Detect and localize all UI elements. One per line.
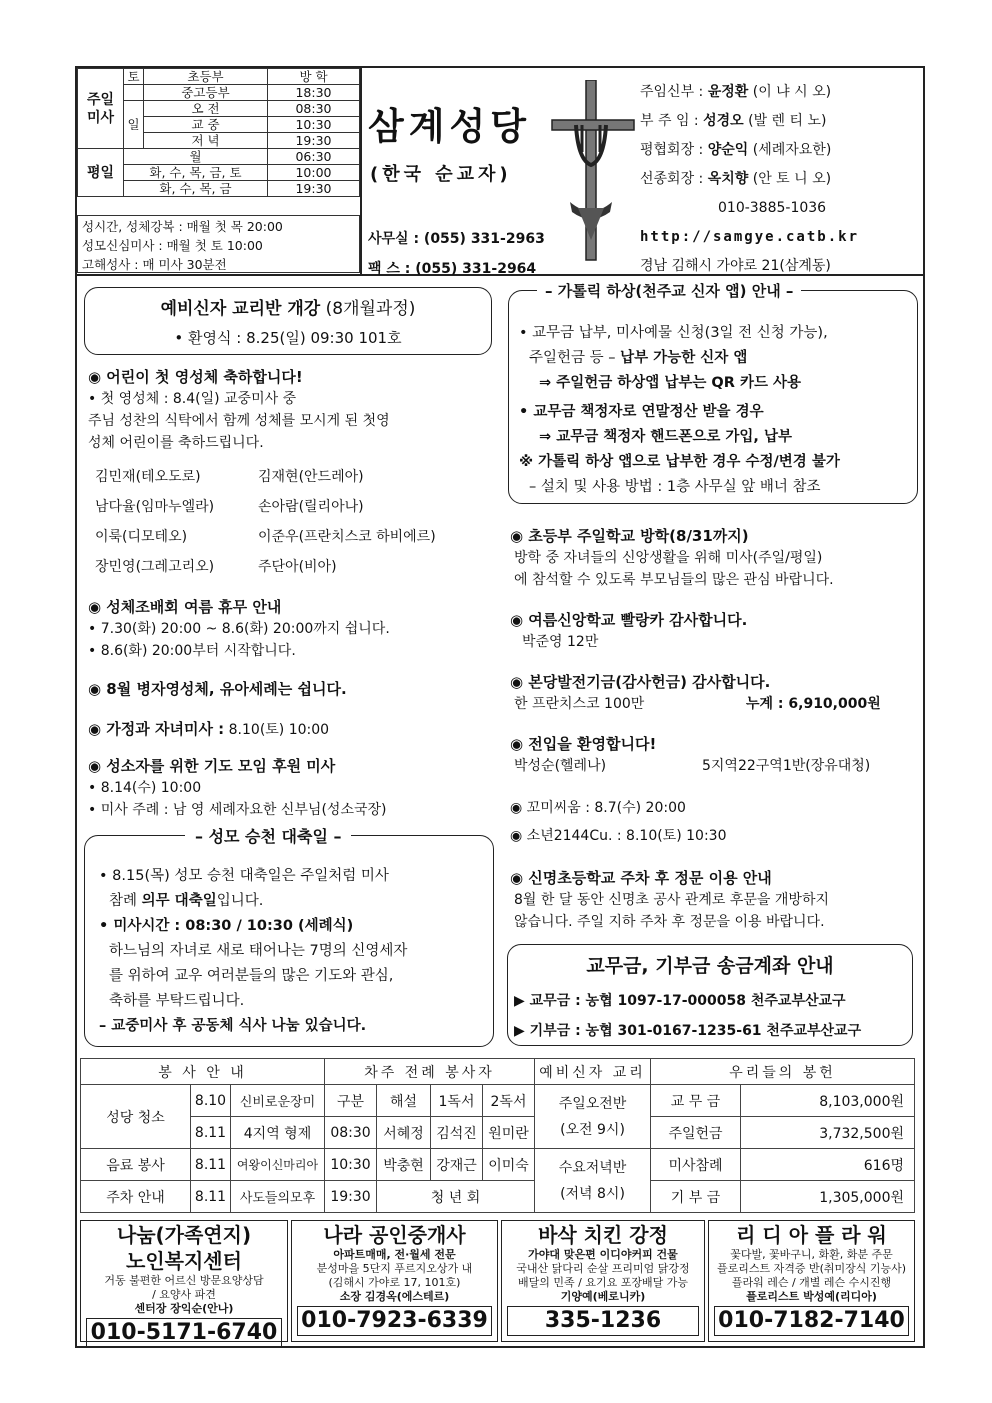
- line: • 미사시간 : 08:30 / 10:30 (세례식): [99, 918, 354, 934]
- vocation-section: [88, 755, 498, 821]
- line: 8월 한 달 동안 신명초 공사 관계로 후문을 개방하지: [514, 892, 829, 908]
- ad-line: 센터장 장익순(안나): [134, 1302, 234, 1315]
- child-name: 장민영(그레고리오): [95, 559, 215, 575]
- cell: 1독서: [431, 1085, 483, 1117]
- sunday-school-section: [510, 525, 920, 591]
- staff-baptism: (발 렌 티 노): [748, 113, 827, 129]
- line: 한 프란치스코 100만: [514, 696, 645, 712]
- staff-name: 옥치향: [707, 171, 749, 187]
- welcome-section: [510, 733, 910, 777]
- ad-phone: 010-5171-6740: [86, 1318, 282, 1348]
- cell: 구분: [325, 1085, 377, 1117]
- website-link[interactable]: http://samgye.catb.kr: [640, 229, 860, 245]
- assumption-box: [84, 827, 494, 1047]
- table-header: 차주 전례 봉사자: [325, 1059, 535, 1085]
- divider: [360, 68, 362, 274]
- section-title: ◉ 여름신앙학교 빨랑카 감사합니다.: [510, 611, 748, 629]
- box-title: – 가톨릭 하상(천주교 신자 앱) 안내 –: [537, 280, 801, 301]
- staff-name: 윤정환: [707, 84, 749, 100]
- section-title: ◉ 성소자를 위한 기도 모임 후원 미사: [88, 757, 336, 775]
- cell: 10:30: [268, 117, 360, 133]
- ad-title: 나라 공인중개사: [323, 1223, 466, 1247]
- ad-line: 분성마을 5단지 푸르지오상가 내: [316, 1262, 473, 1275]
- line: 참례: [109, 893, 142, 909]
- line: 8.10(토) 10:00: [228, 722, 330, 738]
- cell: 19:30: [325, 1181, 377, 1213]
- ad-phone: 335-1236: [507, 1306, 699, 1336]
- cell: 주일헌금: [651, 1117, 741, 1149]
- ad-title: 나눔(가족연지): [116, 1223, 252, 1247]
- cell: 616명: [741, 1149, 915, 1181]
- child-name: 남다율(임마누엘라): [95, 499, 215, 515]
- ad-line: 플라워 레슨 / 개별 레슨 수시진행: [731, 1276, 892, 1289]
- cell: 06:30: [268, 149, 360, 165]
- cell: 주일오전반: [558, 1095, 627, 1112]
- cell: 3,732,500원: [741, 1117, 915, 1149]
- summer-camp-section: [510, 609, 747, 653]
- cell: 월: [124, 149, 268, 165]
- cell: 19:30: [268, 181, 360, 197]
- line: 를 위하여 교우 여러분들의 많은 기도와 관심,: [109, 968, 394, 984]
- line: 박성순(헬레나): [514, 758, 607, 774]
- staff-role: 주임신부 :: [640, 84, 704, 100]
- cell: 여왕이신마리아: [231, 1149, 325, 1181]
- church-name: 삼계성당: [368, 105, 531, 148]
- staff-role: 선종회장 :: [640, 171, 704, 187]
- ad-title: 노인복지센터: [126, 1249, 242, 1273]
- table-header: 예비신자 교리: [535, 1059, 651, 1085]
- first-communion-section: [88, 366, 498, 454]
- cell: 8.11: [191, 1117, 231, 1149]
- line: • 8.6(화) 20:00부터 시작합니다.: [88, 643, 296, 659]
- ad-line: 아파트매매, 전·월세 전문: [333, 1248, 456, 1261]
- staff-baptism: (세례자요한): [752, 142, 832, 158]
- cell: 청 년 회: [377, 1181, 535, 1213]
- section-title: ◉ 초등부 주일학교 방학(8/31까지): [510, 527, 749, 545]
- ad-flower-content: [710, 1222, 913, 1336]
- box-title: 교무금, 기부금 송금계좌 안내: [586, 955, 834, 977]
- mass-schedule-table: [77, 68, 360, 197]
- cell: (오전 9시): [560, 1121, 625, 1138]
- line: 입니다.: [216, 893, 264, 909]
- fund-section: [510, 671, 910, 715]
- line: 축하를 부탁드립니다.: [109, 993, 245, 1009]
- cell: 박충현: [377, 1149, 431, 1181]
- line: 성체 어린이를 축하드립니다.: [88, 435, 264, 451]
- note: 성시간, 성체강복 : 매월 첫 목 20:00: [82, 219, 283, 234]
- section-title: ◉ 신명초등학교 주차 후 정문 이용 안내: [510, 869, 772, 887]
- cell: 교 중: [144, 117, 268, 133]
- line: 5지역22구역1반(장유대청): [702, 758, 871, 774]
- cell: 주차 안내: [81, 1181, 191, 1213]
- cell: 중고등부: [144, 85, 268, 101]
- ad-title: 리 디 아 플 라 워: [736, 1223, 887, 1247]
- ad-line: (김해시 가야로 17, 101호): [328, 1276, 461, 1289]
- church-patron: (한국 순교자): [370, 164, 512, 185]
- cell: 김석진: [431, 1117, 483, 1149]
- cell: 08:30: [325, 1117, 377, 1149]
- cell: 저 녁: [144, 133, 268, 149]
- child-name: 주단아(비아): [258, 559, 337, 575]
- line: 방학 중 자녀들의 신앙생활을 위해 미사(주일/평일): [514, 550, 823, 566]
- note: 고해성사 : 매 미사 30분전: [82, 257, 227, 272]
- cell: 음료 봉사: [81, 1149, 191, 1181]
- staff-name: 양순익: [707, 142, 749, 158]
- sat-label: 토: [124, 69, 144, 85]
- section-title: ◉ 가정과 자녀미사 :: [88, 720, 225, 738]
- table-header: 봉 사 안 내: [81, 1059, 325, 1085]
- staff-phone: 010-3885-1036: [718, 200, 827, 216]
- line: 주일헌금 등 –: [529, 350, 621, 366]
- line: 박준영 12만: [522, 634, 599, 650]
- account-row: ▶ 기부금 : 농협 301-0167-1235-61 천주교부산교구: [514, 1023, 862, 1039]
- cell: 8.11: [191, 1181, 231, 1213]
- cell: 화, 수, 목, 금, 토: [124, 165, 268, 181]
- ad-realestate-content: [293, 1222, 496, 1336]
- ad-line: 소장 김경옥(에스테르): [339, 1290, 450, 1303]
- service-table: [80, 1058, 915, 1213]
- staff-list: [640, 78, 859, 281]
- cell: 신비로운장미: [231, 1085, 325, 1117]
- ad-phone: 010-7182-7140: [714, 1306, 909, 1336]
- ad-nursing-content: [82, 1222, 286, 1348]
- ad-line: 배달의 민족 / 요기요 포장배달 가능: [518, 1276, 688, 1289]
- cell: 방 학: [268, 69, 360, 85]
- ad-line: 가야대 맞은편 이디야커피 건물: [528, 1248, 678, 1261]
- weekday-mass-label: 평일: [78, 149, 124, 197]
- cross-logo-icon: [548, 80, 638, 265]
- cell: 수요저녁반: [558, 1159, 627, 1176]
- line-bold: 납부 가능한 신자 앱: [620, 350, 748, 366]
- cell: 성당 청소: [81, 1085, 191, 1149]
- line: • 교무금 책정자로 연말정산 받을 경우: [519, 404, 764, 420]
- cell: 교 무 금: [651, 1085, 741, 1117]
- line: • 첫 영성체 : 8.4(일) 교중미사 중: [88, 391, 297, 407]
- staff-name: 성경오: [703, 113, 744, 129]
- staff-role: 부 주 임 :: [640, 113, 699, 129]
- account-row: ▶ 교무금 : 농협 1097-17-000058 천주교부산교구: [514, 993, 846, 1009]
- section-title: ◉ 전입을 환영합니다!: [510, 735, 657, 753]
- cell: 서혜정: [377, 1117, 431, 1149]
- line: – 교중미사 후 공동체 식사 나눔 있습니다.: [99, 1018, 367, 1034]
- parking-section: [510, 867, 920, 933]
- ad-line: 거동 불편한 어르신 방문요양상담: [104, 1274, 264, 1287]
- catechumen-note: (8개월과정): [325, 299, 416, 319]
- cell: 해설: [377, 1085, 431, 1117]
- catechumen-box: [84, 287, 492, 355]
- schedule-notes: [82, 217, 283, 274]
- app-info-box: [508, 282, 918, 504]
- child-name: 김민재(테오도로): [95, 469, 201, 485]
- ad-line: 국내산 닭다리 순살 프리미엄 닭강정: [516, 1262, 690, 1275]
- cell: 화, 수, 목, 금: [124, 181, 268, 197]
- line: 주님 성찬의 식탁에서 함께 성체를 모시게 된 첫영: [88, 413, 390, 429]
- line: • 8.14(수) 10:00: [88, 780, 202, 796]
- ad-chicken-content: [503, 1222, 703, 1336]
- line: ⇒ 주일헌금 하상앱 납부는 QR 카드 사용: [539, 375, 802, 391]
- cell: 8.11: [191, 1149, 231, 1181]
- cell: 8,103,000원: [741, 1085, 915, 1117]
- church-address: 경남 김해시 가야로 21(삼계동): [640, 258, 831, 274]
- note: 성모신심미사 : 매월 첫 토 10:00: [82, 238, 263, 253]
- accounts-box: [507, 944, 913, 1046]
- line: ※ 가톨릭 하상 앱으로 납부한 경우 수정/변경 불가: [519, 454, 840, 470]
- line: • 7.30(화) 20:00 ~ 8.6(화) 20:00까지 쉽니다.: [88, 621, 390, 637]
- line: ⇒ 교무금 책정자 핸드폰으로 가입, 납부: [539, 429, 793, 445]
- child-name: 김재현(안드레아): [258, 469, 364, 485]
- fund-total: 누계 : 6,910,000원: [746, 696, 881, 712]
- child-name: 이준우(프란치스코 하비에르): [258, 529, 436, 545]
- cell: 미사참례: [651, 1149, 741, 1181]
- line: 하느님의 자녀로 새로 태어나는 7명의 신영세자: [109, 943, 408, 959]
- child-name: 이룩(디모테오): [95, 529, 188, 545]
- line: • 교무금 납부, 미사예물 신청(3일 전 신청 가능),: [519, 325, 828, 341]
- section-title: ◉ 8월 병자영성체, 유아세례는 쉽니다.: [88, 680, 347, 698]
- cell: 강재근: [431, 1149, 483, 1181]
- line: – 설치 및 사용 방법 : 1층 사무실 앞 배너 참조: [529, 479, 821, 495]
- cell: 사도들의모후: [231, 1181, 325, 1213]
- sunday-mass-label: 주일 미사: [78, 69, 124, 149]
- section-title: ◉ 성체조배회 여름 휴무 안내: [88, 598, 282, 616]
- fax-number: 팩 스 : (055) 331-2964: [368, 261, 537, 277]
- line: 에 참석할 수 있도록 부모님들의 많은 관심 바랍니다.: [514, 572, 834, 588]
- staff-baptism: (이 냐 시 오): [752, 84, 832, 100]
- cell: (저녁 8시): [560, 1185, 625, 1202]
- office-contacts: [368, 224, 545, 284]
- cell: 10:00: [268, 165, 360, 181]
- kids-section: [510, 797, 726, 847]
- section-title: ◉ 본당발전기금(감사헌금) 감사합니다.: [510, 673, 771, 691]
- cell: 18:30: [268, 85, 360, 101]
- child-name: 손아람(릴리아나): [258, 499, 364, 515]
- cell: 08:30: [268, 101, 360, 117]
- line: • 미사 주례 : 남 영 세례자요한 신부님(성소국장): [88, 802, 387, 818]
- sick-communion-section: [88, 678, 347, 700]
- line: 않습니다. 주일 지하 주차 후 정문을 이용 바랍니다.: [514, 914, 825, 930]
- family-mass-section: [88, 718, 329, 741]
- cell: 이미숙: [483, 1149, 535, 1181]
- ad-line: 플로리스트 박성예(리디아): [746, 1290, 877, 1303]
- cell: 2독서: [483, 1085, 535, 1117]
- cell: 10:30: [325, 1149, 377, 1181]
- cell: 초등부: [144, 69, 268, 85]
- staff-role: 평협회장 :: [640, 142, 704, 158]
- box-title: – 성모 승천 대축일 –: [185, 824, 351, 847]
- catechumen-line: • 환영식 : 8.25(일) 09:30 101호: [174, 329, 402, 347]
- ad-line: / 요양사 파견: [152, 1288, 216, 1301]
- ad-line: 꽃다발, 꽃바구니, 화환, 화분 주문: [730, 1248, 893, 1261]
- cell: [124, 85, 144, 101]
- cell: 8.10: [191, 1085, 231, 1117]
- table-header: 우리들의 봉헌: [651, 1059, 915, 1085]
- cell: 1,305,000원: [741, 1181, 915, 1213]
- cell: 기 부 금: [651, 1181, 741, 1213]
- adoration-section: [88, 596, 498, 662]
- ad-title: 바삭 치킨 강정: [538, 1223, 668, 1247]
- line: ◉ 꼬미씨움 : 8.7(수) 20:00: [510, 800, 686, 816]
- section-title: ◉ 어린이 첫 영성체 축하합니다!: [88, 368, 303, 386]
- cell: 4지역 형제: [231, 1117, 325, 1149]
- line: • 8.15(목) 성모 승천 대축일은 주일처럼 미사: [99, 868, 389, 884]
- catechumen-title: 예비신자 교리반 개강: [160, 299, 321, 319]
- line: ◉ 소년2144Cu. : 8.10(토) 10:30: [510, 828, 727, 844]
- ad-line: 플로리스트 자격증 반(취미장식 기능사): [716, 1262, 907, 1275]
- staff-baptism: (안 토 니 오): [752, 171, 832, 187]
- office-phone: 사무실 : (055) 331-2963: [368, 231, 545, 247]
- cell: 19:30: [268, 133, 360, 149]
- ad-phone: 010-7923-6339: [297, 1306, 492, 1336]
- line-bold: 의무 대축일: [141, 893, 217, 909]
- cell: 오 전: [144, 101, 268, 117]
- cell: 원미란: [483, 1117, 535, 1149]
- sun-label: 일: [124, 101, 144, 149]
- ad-line: 기양예(베로니카): [560, 1290, 646, 1303]
